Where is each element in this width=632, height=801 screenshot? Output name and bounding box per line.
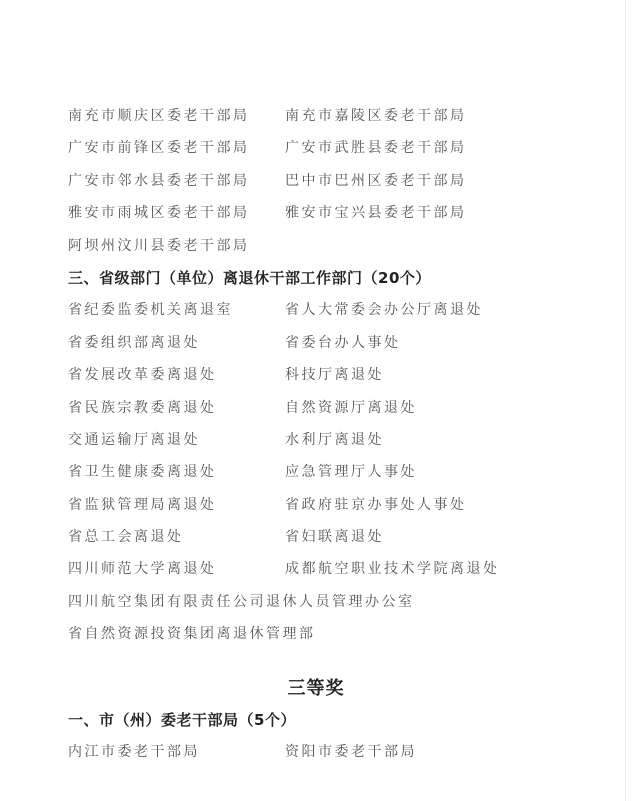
organization-name: 省纪委监委机关离退室 — [68, 302, 233, 319]
organization-name: 广安市武胜县委老干部局 — [285, 140, 467, 157]
organization-name: 南充市嘉陵区委老干部局 — [285, 108, 467, 124]
list-row — [68, 392, 608, 424]
organization-name: 省委组织部离退处 — [68, 334, 200, 351]
organization-name: 水利厅离退处 — [285, 431, 384, 448]
organization-name: 资阳市委老干部局 — [285, 744, 417, 761]
organization-name: 自然资源厅离退处 — [285, 399, 417, 416]
list-row — [68, 132, 608, 164]
organization-name: 四川航空集团有限责任公司退休人员管理办公室 — [68, 593, 415, 610]
organization-name: 四川师范大学离退处 — [68, 561, 217, 578]
document-body — [68, 100, 608, 651]
organization-name: 内江市委老干部局 — [68, 744, 200, 761]
list-row — [68, 553, 608, 585]
organization-name: 省妇联离退处 — [285, 529, 384, 546]
organization-name: 成都航空职业技术学院离退处 — [285, 561, 500, 578]
organization-name: 南充市顺庆区委老干部局 — [68, 108, 250, 124]
organization-name: 广安市邻水县委老干部局 — [68, 172, 250, 189]
list-row — [68, 736, 417, 768]
organization-name: 省民族宗教委离退处 — [68, 399, 217, 416]
award-title: 三等奖 — [287, 678, 345, 699]
list-row — [68, 294, 608, 326]
list-row — [68, 424, 608, 456]
organization-name: 省卫生健康委离退处 — [68, 464, 217, 481]
organization-name: 省总工会离退处 — [68, 529, 184, 546]
list-row — [68, 230, 608, 262]
organization-name: 省政府驻京办事处人事处 — [285, 496, 467, 513]
organization-name: 雅安市宝兴县委老干部局 — [285, 205, 467, 222]
list-row — [68, 100, 608, 132]
list-row — [68, 359, 608, 391]
organization-name: 广安市前锋区委老干部局 — [68, 140, 250, 157]
award3-section1-list — [68, 736, 417, 768]
organization-name: 省自然资源投资集团离退休管理部 — [68, 626, 316, 643]
award3-section1-heading: 一、市（州）委老干部局（5个） — [68, 711, 296, 729]
organization-name: 省发展改革委离退处 — [68, 367, 217, 384]
organization-name: 科技厅离退处 — [285, 367, 384, 384]
organization-name: 省委台办人事处 — [285, 334, 401, 351]
organization-name: 交通运输厅离退处 — [68, 431, 200, 448]
organization-name: 巴中市巴州区委老干部局 — [285, 172, 467, 189]
organization-name: 省人大常委会办公厅离退处 — [285, 302, 483, 319]
list-row — [68, 489, 608, 521]
section3-heading: 三、省级部门（单位）离退休干部工作部门（20个） — [68, 268, 431, 287]
section2-list — [68, 100, 608, 262]
organization-name: 应急管理厅人事处 — [285, 464, 417, 481]
organization-name: 省监狱管理局离退处 — [68, 496, 217, 513]
organization-name: 雅安市雨城区委老干部局 — [68, 205, 250, 222]
list-row — [68, 327, 608, 359]
award3-section — [68, 704, 417, 769]
list-row — [68, 586, 608, 618]
list-row — [68, 521, 608, 553]
list-row — [68, 165, 608, 197]
list-row — [68, 456, 608, 488]
list-row — [68, 197, 608, 229]
organization-name: 阿坝州汶川县委老干部局 — [68, 237, 250, 254]
list-row — [68, 618, 608, 650]
section3-list — [68, 294, 608, 650]
